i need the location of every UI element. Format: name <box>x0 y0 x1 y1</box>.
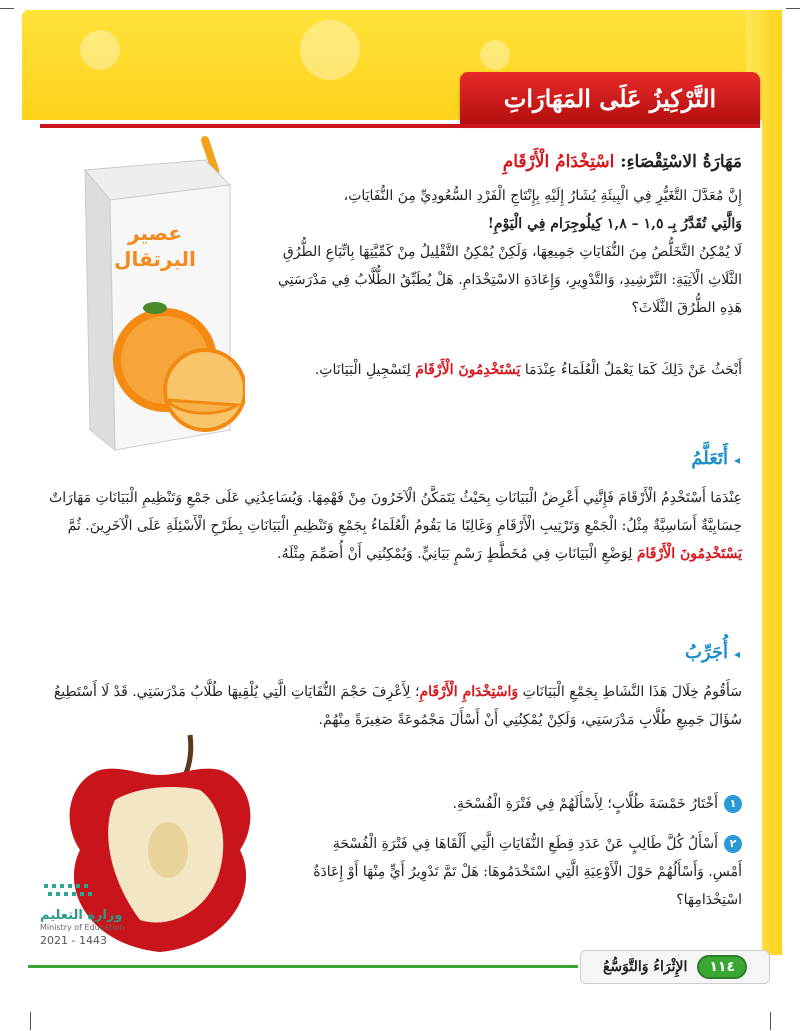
footer-rule <box>28 965 578 968</box>
try-paragraph <box>42 678 742 734</box>
decor-bubble <box>300 20 360 80</box>
decor-bubble <box>80 30 120 70</box>
learn-emphasis: يَسْتَخْدِمُونَ الْأَرْقَامَ <box>636 546 742 562</box>
decor-bubble <box>480 40 510 70</box>
crop-mark <box>30 1012 31 1030</box>
try-text-end: ؛ لِأَعْرِفَ حَجْمَ النُّفَايَاتِ الَّتِي يُلْقِيهَا طُلَّابُ مَدْرَسَتِي. قَدْ لَا أَسْتَطِيعُ سُؤَالَ جَمِيعِ طُلَّابِ مَدْرَسَتِي، وَلَكِنْ يُمْكِنُنِي أَنْ أَسْأَلَ مَجْمُوعَةً صَغِيرَةً مِنْهُمْ. <box>53 684 742 728</box>
juice-box-label <box>95 220 215 272</box>
section-triangle-icon: ◂ <box>733 453 740 467</box>
step-1 <box>302 790 742 818</box>
section-triangle-icon: ◂ <box>733 647 740 661</box>
learn-paragraph <box>42 484 742 568</box>
intro-line-2: وَالَّتِي تُقَدَّرُ بِـ ١,٥ – ١,٨ كِيلُوجِرَام فِي الْيَوْمِ! <box>487 216 742 232</box>
juice-label-line1: عصير <box>128 221 182 245</box>
crop-mark <box>0 8 14 9</box>
skill-heading <box>342 152 742 172</box>
footer-section-label: الإِثْرَاءُ وَالتَّوَسُّعُ <box>602 959 688 975</box>
step-number-badge: ٢ <box>724 835 742 853</box>
skill-name: اسْتِخْدَامُ الْأَرْقَامِ <box>502 152 615 172</box>
try-heading <box>540 642 740 663</box>
ministry-logo <box>40 880 130 947</box>
intro-p3-emphasis: يَسْتَخْدِمُونَ الْأَرْقَامَ <box>415 362 521 378</box>
step-2 <box>302 830 742 914</box>
intro-paragraph-2: لَا يُمْكِنُ التَّخَلُّصُ مِنَ النُّفَايَاتِ جَمِيعِهَا، وَلَكِنْ يُمْكِنُ التَّقْلِيلُ مِنْ كَمِّيَّتِهَا بِاتِّبَاعِ الطُّرُقِ الثَّلَاثِ الْآتِيَةِ: التَّرْشِيدِ، وَالتَّدْوِيرِ، وَإِعَادَةِ الاسْتِخْدَامِ. هَلْ يُطَبِّقُ الطُّلَّابُ فِي مَدْرَسَتِي هَذِهِ الطُّرُقَ الثَّلَاثَ؟ <box>277 244 742 316</box>
step-text: أَخْتَارُ خَمْسَةَ طُلَّابٍ؛ لِأَسْأَلَهُمْ فِي فَتْرَةِ الْفُسْحَةِ. <box>452 796 718 812</box>
orange-juice-box-image <box>55 130 245 460</box>
try-text: سَأَقُومُ خِلَالَ هَذَا النَّشَاطِ بِجَمْعِ الْبَيَانَاتِ <box>522 684 742 700</box>
crop-mark <box>786 8 800 9</box>
ministry-logo-icon <box>40 880 110 904</box>
page-title: التَّرْكِيزُ عَلَى المَهَارَاتِ <box>503 83 717 113</box>
intro-p3-text: أَبْحَثُ عَنْ ذَلِكَ كَمَا يَعْمَلُ الْعُلَمَاءُ عِنْدَمَا <box>524 362 742 378</box>
learn-text: عِنْدَمَا أَسْتَخْدِمُ الْأَرْقَامَ فَإِنَّنِي أَعْرِضُ الْبَيَانَاتِ بِحَيْثُ يَتَمَكَّنُ الْآخَرُونَ مِنْ فَهْمِهَا. وَيُسَاعِدُنِي عَلَى جَمْعِ وَتَنْظِيمِ الْبَيَانَاتِ مَهَارَاتٌ حِسَابِيَّةٌ أَسَاسِيَّةٌ مِثْلُ: الْجَمْعِ وَتَرْتِيبِ الْأَرْقَامِ وَغَالِبًا مَا يَقُومُ الْعُلَمَاءُ بِجَمْعِ وَتَنْظِيمِ الْبَيَانَاتِ بِطَرْحِ الْأَسْئِلَةِ عَلَى الْآخَرِينَ. ثُمَّ <box>49 490 742 534</box>
intro-paragraph-3 <box>272 356 742 384</box>
step-text: أَسْأَلُ كُلَّ طَالِبٍ عَنْ عَدَدِ قِطَعِ النُّفَايَاتِ الَّتِي أَلْقَاهَا فِي فَتْرَةِ الْفُسْحَةِ أَمْسِ. وَأَسْأَلُهُمْ حَوْلَ الْأَوْعِيَةِ الَّتِي اسْتَخْدَمُوهَا: هَلْ تَمَّ تَدْوِيرُ أَيٍّ مِنْهَا أَوْ إِعَادَةُ اسْتِخْدَامِهَا؟ <box>313 836 742 908</box>
try-emphasis: وَاسْتِخْدَامِ الْأَرْقَامِ <box>419 684 519 700</box>
intro-paragraph-1 <box>272 182 742 238</box>
ministry-name-ar: وزارة التعليم <box>40 908 123 923</box>
learn-heading <box>540 448 740 469</box>
intro-p3-text-end: لِتَسْجِيلِ الْبَيَانَاتِ. <box>314 362 411 378</box>
skill-label: مَهَارَةُ الاسْتِقْصَاءِ: <box>620 152 742 172</box>
step-number-badge: ١ <box>724 795 742 813</box>
edition-year: 2021 - 1443 <box>40 934 107 947</box>
title-rule <box>40 124 760 128</box>
crop-mark <box>770 1012 771 1030</box>
page-number: ١١٤ <box>697 955 747 979</box>
learn-text-end: لِوَضْعِ الْبَيَانَاتِ فِي مُخَطَّطٍ رَسْمٍ بَيَانِيٍّ. وَيُمْكِنُنِي أَنْ أُصَمِّمَ مِثْلَهُ. <box>277 546 633 562</box>
learn-label: أَتَعَلَّمُ <box>691 448 728 469</box>
juice-label-line2: البرتقال <box>114 247 196 271</box>
page-title-banner <box>460 72 760 124</box>
ministry-name-en: Ministry of Education <box>40 923 125 932</box>
intro-line-1: إِنَّ مُعَدَّلَ التَّغَيُّرِ فِي الْبِيئَةِ يُشَارُ إِلَيْهِ بِإِنْتَاجِ الْفَرْدِ السُّعُودِيِّ مِنَ النُّفَايَاتِ، <box>343 188 742 204</box>
try-label: أُجَرِّبُ <box>684 642 728 663</box>
page-footer-tab <box>580 950 770 984</box>
